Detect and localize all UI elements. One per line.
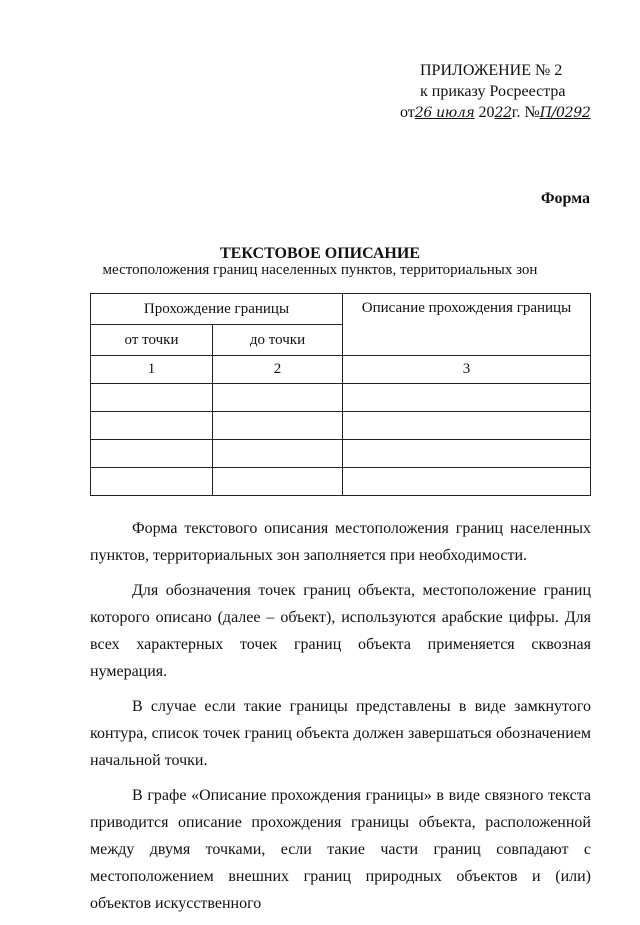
empty-cell bbox=[91, 412, 213, 440]
order-reference: к приказу Росреестра bbox=[420, 83, 566, 100]
table-row bbox=[91, 412, 591, 440]
column-number-2: 2 bbox=[213, 356, 343, 384]
handwritten-year: 22 bbox=[494, 105, 512, 121]
header-description bbox=[342, 294, 590, 356]
empty-cell bbox=[91, 440, 213, 468]
empty-cell bbox=[91, 468, 213, 496]
date-prefix: от bbox=[400, 104, 415, 121]
empty-cell bbox=[213, 384, 343, 412]
empty-cell bbox=[213, 412, 343, 440]
empty-cell bbox=[342, 384, 590, 412]
document-title: ТЕКСТОВОЕ ОПИСАНИЕ bbox=[219, 245, 420, 262]
appendix-title: ПРИЛОЖЕНИЕ № 2 bbox=[420, 62, 563, 79]
header-from-point: от точки bbox=[91, 325, 213, 356]
paragraph-1: Форма текстового описания местоположения границ населенных пунктов, территориальных зон заполняется при необходимости. bbox=[90, 520, 591, 564]
column-number-3: 3 bbox=[342, 356, 590, 384]
year-prefix: 20 bbox=[478, 104, 495, 121]
header-boundary: Прохождение границы bbox=[91, 294, 343, 325]
paragraph-2: Для обозначения точек границ объекта, местоположение границ которого описано (далее – объект), используются арабские цифры. Для всех характерных точек границ объекта применяется сквозная нумерация. bbox=[90, 582, 591, 680]
year-suffix: г. № bbox=[511, 104, 540, 121]
form-label: Форма bbox=[540, 190, 590, 207]
handwritten-order-number: П/0292 bbox=[539, 105, 591, 121]
body-text bbox=[90, 515, 591, 925]
empty-cell bbox=[342, 468, 590, 496]
document-subtitle: местоположения границ населенных пунктов, территориальных зон bbox=[102, 262, 538, 278]
appendix-header bbox=[400, 60, 611, 124]
handwritten-date: 26 июля bbox=[414, 105, 475, 121]
column-number-1: 1 bbox=[91, 356, 213, 384]
empty-cell bbox=[213, 468, 343, 496]
empty-cell bbox=[342, 412, 590, 440]
empty-cell bbox=[213, 440, 343, 468]
table-row bbox=[91, 468, 591, 496]
header-to-point: до точки bbox=[213, 325, 343, 356]
boundary-table bbox=[90, 293, 591, 496]
empty-cell bbox=[342, 440, 590, 468]
paragraph-3: В случае если такие границы представлены в виде замкнутого контура, список точек границ объекта должен завершаться обозначением начальной точки. bbox=[90, 698, 591, 769]
table-row bbox=[91, 440, 591, 468]
header-description-text: Описание прохождения границы bbox=[361, 300, 572, 316]
order-date-line bbox=[400, 102, 591, 124]
paragraph-4: В графе «Описание прохождения границы» в виде связного текста приводится описание прохождения границы объекта, расположенной между двумя точками, если такие части границ совпадают с местоположением внешних границ природных объектов и (или) объектов искусственного bbox=[90, 787, 591, 912]
empty-cell bbox=[91, 384, 213, 412]
table-row bbox=[91, 384, 591, 412]
